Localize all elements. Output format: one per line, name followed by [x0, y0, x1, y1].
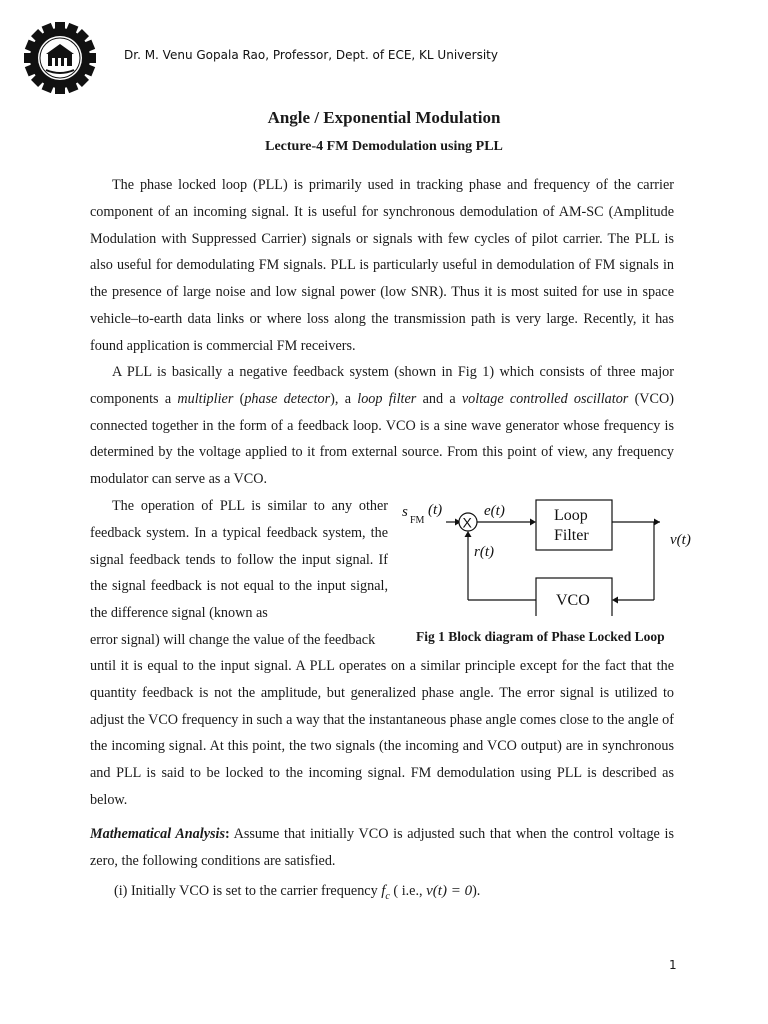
paragraph-intro	[90, 172, 674, 360]
p2-part2: (	[233, 390, 245, 407]
pll-block-diagram	[398, 490, 704, 616]
vco-label: VCO	[556, 592, 590, 609]
author-line: Dr. M. Venu Gopala Rao, Professor, Dept. of ECE, KL University	[124, 48, 498, 62]
term-multiplier: multiplier	[177, 390, 234, 407]
p2-part5: (VCO) connected together in the form of a feedback loop. VCO is a sine wave generator whose frequency is determined by the voltage applied to it from external source. From this point of view, any frequency modulator can serve as a VCO.	[90, 390, 674, 488]
output-arrow-head	[654, 519, 660, 526]
term-phase-detector: phase detector	[244, 390, 331, 407]
page-title: Angle / Exponential Modulation	[267, 108, 501, 127]
lecture-subtitle: Lecture-4 FM Demodulation using PLL	[265, 139, 503, 154]
term-loop-filter: loop filter	[357, 390, 417, 407]
page-number: 1	[669, 958, 677, 972]
condition-equation: v(t) = 0	[426, 883, 473, 899]
output-signal-label: v(t)	[670, 532, 691, 548]
paragraph-pll-components	[90, 359, 674, 493]
multiplier-symbol: X	[462, 514, 472, 531]
p2-part1: A PLL is basically a negative feedback system (shown in Fig 1) which consists of three major components a	[90, 364, 674, 407]
paragraph-math-analysis	[90, 821, 674, 875]
p2-part4: and a	[416, 390, 462, 407]
condition-middle: ( i.e.,	[389, 883, 427, 899]
p2-part3: ), a	[330, 390, 358, 407]
loop-filter-label-line2: Filter	[554, 527, 589, 544]
p3-wrapped-text: The operation of PLL is similar to any other feedback system. In a typical feedback system, the signal feedback tends to follow the input signal. If the signal feedback is not equal to the input signal, the difference signal (known as	[90, 498, 388, 622]
error-signal-label: e(t)	[484, 503, 505, 519]
figure-caption: Fig 1 Block diagram of Phase Locked Loop	[416, 629, 665, 644]
university-logo	[22, 20, 98, 96]
math-colon: :	[225, 826, 230, 842]
condition-suffix: ).	[472, 883, 481, 899]
feedback-arrow-head	[465, 531, 472, 537]
math-text: Assume that initially VCO is adjusted such that when the control voltage is zero, the following conditions are satisfied.	[90, 826, 674, 869]
paragraph-intro-text: The phase locked loop (PLL) is primarily used in tracking phase and frequency of the carrier component of an incoming signal. It is useful for synchronous demodulation of AM-SC (Amplitude Modulation with Suppressed Carrier) signals or signals with few cycles of pilot carrier. The PLL is also useful for demodulating FM signals. PLL is particularly useful in demodulation of FM signals in the presence of large noise and low signal power (low SNR). Thus it is most suited for use in space vehicle–to-earth data links or where loss along the transmission path is very large. Recently, it has found application is commercial FM receivers.	[90, 177, 674, 354]
input-signal-label: s	[402, 504, 408, 520]
vco-input-arrow-head	[612, 597, 618, 604]
p3-last-wrapped-line: error signal) will change the value of the feedback	[90, 632, 376, 648]
paragraph-operation-continued: until it is equal to the input signal. A PLL operates on a similar principle except for the fact that the quantity feedback is not the amplitude, but generalized phase angle. The error signal is utilized to adjust the VCO frequency in such a way that the instantaneous phase angle comes close to the angle of the incoming signal. At this point, the two signals (the incoming and VCO output) are in synchronous and PLL is said to be locked to the incoming signal. FM demodulation using PLL is described as below.	[90, 658, 674, 808]
math-heading: Mathematical Analysis	[90, 826, 225, 842]
input-signal-sub: FM	[410, 515, 425, 526]
carrier-frequency-symbol: $f_c$	[381, 883, 390, 902]
feedback-signal-label: r(t)	[474, 544, 494, 560]
condition-prefix: (i) Initially VCO is set to the carrier frequency	[114, 883, 382, 899]
loop-filter-label-line1: Loop	[554, 507, 588, 524]
input-signal-arg: (t)	[428, 502, 443, 518]
condition-item-1	[114, 883, 480, 902]
term-vco: voltage controlled oscillator	[461, 390, 629, 407]
paragraph-operation-wrapped	[90, 493, 388, 627]
error-arrow-head	[530, 519, 536, 526]
